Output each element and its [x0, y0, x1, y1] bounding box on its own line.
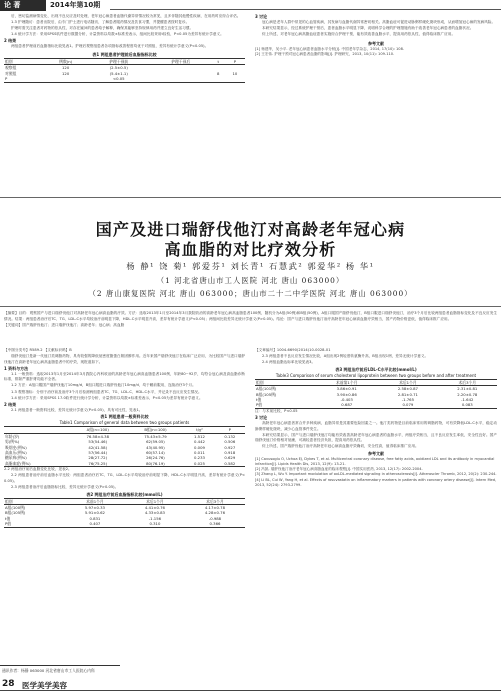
table-cell: 糖尿病(例%): [5, 455, 27, 461]
footnote-rule: [0, 665, 120, 666]
table2-caption: 表2 两组治疗前后血脂指标比较(mmol/L): [86, 491, 163, 497]
table-cell: 吸烟史(例%): [5, 444, 27, 450]
affiliation-1: （1 河北省唐山市工人医院 河北 唐山 063000）: [156, 276, 345, 285]
table-cell: 0.927: [224, 444, 236, 450]
table-cell: 53(54.46): [88, 439, 108, 445]
header-rule: [110, 9, 501, 10]
table-cell: 120: [62, 70, 70, 76]
section-tag: 论 著: [0, 0, 46, 11]
section-heading: 3 讨论: [255, 414, 268, 420]
table3-caption-en: Table3 Comparison of serum cholesterol lipoprotein between two groups before and after treatment: [275, 372, 477, 378]
article-title-block: [0, 197, 501, 307]
table-cell: 2.31±0.81: [457, 386, 478, 392]
table-cell: A组(100例): [5, 504, 26, 510]
table-cell: t值: [256, 397, 262, 402]
paragraph: 2.3 两组患者不良反应发生情况比较，A组出现2例轻度转氨酶升高，B组出现1例，差异无统计学意义。: [262, 354, 429, 359]
table-cell: A组(101例): [256, 386, 277, 392]
table-cell: 76(75.25): [88, 460, 108, 466]
title-rule-top: [0, 197, 501, 198]
table-cell: 年龄(岁): [5, 433, 20, 439]
paragraph: 1.3 护理随访：患者出院后，由专门护士进行电话随访，了解患者服药情况及饮食习惯，并提醒患者按时复诊。: [11, 20, 190, 25]
table-header-cell: t/χ²: [196, 427, 203, 433]
table-cell: 2.20±0.78: [457, 391, 478, 397]
table-cell: -0.403: [340, 397, 353, 402]
table-header-cell: t: [217, 58, 219, 64]
table-cell: [225, 76, 245, 82]
paragraph: 冠心病是老年人群中常见的心血管疾病，其发病与血脂代谢异常密切相关。高脂血症可促进动脉粥样硬化斑块形成，从而增加冠心病的发病风险。: [262, 20, 496, 24]
paragraph: 2.2 两组患者治疗前后血脂水平比较：两组患者治疗后TC、TG、LDL-C水平均较治疗前明显下降，HDL-C水平明显升高，差异有统计学意义(P<0.05)。: [4, 473, 245, 483]
paragraph: 1.2 方法：A组口服国产瑞舒伐他汀10mg/d，B组口服进口瑞舒伐他汀10mg/d，均于睡前服用，连续治疗3个月。: [11, 383, 196, 388]
table-cell: 0.079: [402, 402, 414, 408]
article-left-column: [4, 348, 245, 528]
table-cell: 2.58±0.87: [397, 386, 418, 392]
table-header-cell: 组别: [5, 58, 13, 64]
section-heading: 1 资料与方法: [4, 365, 29, 371]
prev-article-left-column: [4, 14, 245, 83]
table-row: [4, 521, 245, 527]
table-cell: 高血压(例%): [5, 449, 27, 455]
page-footer: [0, 665, 501, 697]
table-cell: [44, 76, 88, 82]
table-cell: 42(41.58): [88, 444, 108, 450]
table-cell: 0.687: [341, 402, 353, 408]
issue-label: 2014年第10期: [50, 1, 101, 9]
table-cell: 120: [62, 65, 70, 71]
paragraph: 综上所述，对老年冠心病高脂血症患者实施综合护理干预，能有效改善血脂水平，提高用药依从性，值得临床推广应用。: [262, 32, 456, 37]
paragraph: 1.4 统计学方法：采用SPSS 17.0软件进行统计学分析，计量资料以均数±标准差表示，P<0.05为差异有统计学意义。: [11, 395, 203, 400]
table-cell: 10: [232, 70, 238, 76]
table-cell: -1.765: [401, 397, 414, 402]
table-cell: 0.310: [149, 521, 161, 527]
table-cell: 76.58±4.38: [86, 433, 109, 439]
table3: [255, 379, 497, 409]
abstract-block: [4, 311, 497, 329]
table-cell: 5.97±0.33: [84, 504, 105, 510]
reference-item: [2] 冯凯. 瑞舒伐他汀治疗老年冠心病高脂血症的临床观察[J]. 中国实用医药, 2013, 12(17): 2002-2004.: [255, 467, 423, 472]
table-cell: 观察组: [5, 65, 17, 71]
table-header-cell: 术后1个月: [399, 379, 417, 385]
table-cell: P值: [256, 402, 263, 408]
table-header-cell: P: [233, 58, 237, 64]
table-row: [255, 402, 497, 408]
page-number: 28: [2, 679, 15, 689]
keywords: 【关键词】国产瑞舒伐他汀；进口瑞舒伐他汀；高龄老年；冠心病；高血脂: [4, 322, 125, 327]
abstract-text: 【摘要】目的：观察国产与进口瑞舒伐他汀对高龄老年冠心病高血脂的疗效。方法：选取2013年1月至2014年3月我院收治的高龄老年冠心病高血脂患者100例，随机分为A组(50例)和B组(50例)，A组口服国产瑞舒伐他汀，B组口服进口瑞舒伐他汀，治疗3个月后比较两组患者血脂指标变化及不良反应发生情况。结果：两组患者治疗后TC、TG、LDL-C水平均较治疗前明显下降，HDL-C水平明显升高，差异有统计学意义(P<0.05)；两组间比较差异无统计学意义(P>0.05)。结论：国产与进口瑞舒伐他汀治疗高龄老年冠心病高血脂疗效相当，国产药物价格更低，值得临床推广应用。: [4, 311, 497, 321]
table-cell: 0.366: [209, 521, 221, 527]
affiliation-2: （2 唐山康复医院 河北 唐山 063000；唐山市二十二中学医院 河北 唐山 063000）: [88, 289, 413, 298]
reference-item: [3] Zhang L, Wu Y. Important modulation of oxLDL-mediated signaling in atherosclerosis[J]. Atheroscler Thromb, 2012, 20(2): 230-244.: [255, 472, 497, 477]
table-header-cell: 术前1个月: [86, 498, 104, 504]
table-cell: 4.33±0.83: [144, 510, 165, 516]
paragraph: 两组患者护理前后血脂指标比较见表1。护理后观察组患者各项指标改善程度均优于对照组，差异有统计学意义(P<0.05)。: [11, 44, 209, 49]
table-row: [4, 76, 245, 82]
paragraph: 护理时需关注患者对药物的依从性，对存在疑问的患者给予解释，确保其能够坚持规律用药并建立良好生活习惯。: [11, 26, 194, 31]
table-header-cell: 术后1个月: [146, 498, 164, 504]
article-title-line1: 国产及进口瑞舒伐他汀对高龄老年冠心病: [95, 220, 406, 239]
table-cell: 0.407: [89, 521, 101, 527]
table-cell: 4.41±0.76: [144, 504, 165, 510]
paragraph: 后，密切监测病情变化、出现不良反应及时处理，老年冠心病患者血脂代谢异常情况较为常见，且多伴随其他慢性疾病，在用药时应综合评估。: [11, 14, 241, 18]
table-header-cell: 组别: [5, 498, 13, 504]
article-id: 【文章编号】1004-6690(2014)10-0028-01: [255, 348, 331, 352]
table1-caption: 表1 两组患者一般资料比较: [100, 414, 149, 420]
table-header-cell: 护理干预前: [109, 58, 129, 64]
section-heading: 2 结果: [4, 38, 17, 44]
table-header-cell: 护理干预后: [171, 58, 191, 64]
paragraph: 高龄老年冠心病患者常合并多种疾病，血脂异常是其重要危险因素之一。他汀类药物是目前临床常用的调脂药物，可有效降低LDL-C水平，稳定动脉粥样硬化斑块，减少心血管事件发生。: [255, 420, 497, 431]
table-cell: 3.86±0.91: [336, 386, 357, 392]
table-header-cell: 组别: [256, 379, 264, 385]
table-cell: P值: [5, 521, 12, 527]
table-header-cell: 术后3个月: [206, 498, 224, 504]
table-header-cell: A组(n=100): [86, 427, 109, 433]
paragraph: 1.3 观察指标：分别于治疗前及治疗3个月后检测两组患者TC、TG、LDL-C、HDL-C水平，并记录不良反应发生情况。: [11, 389, 202, 394]
paragraph: 本研究结果显示，经过系统护理干预后，患者血脂水平明显下降，说明科学合理的护理措施有助于改善老年冠心病患者的血脂状况。: [262, 26, 474, 31]
reference-item: [1] Cavusoglu O, Uchoa EJ, Dykes T, et al. Multicentral coronary disease, free fatty acids, oxidized LDL and its antibody in myocardial infarction[J]. Lipids Health Dis, 2013, 12(9): 13-21.: [255, 456, 495, 467]
table-header-cell: 术后3个月: [458, 379, 477, 385]
table-cell: t值: [5, 515, 11, 521]
footnote: 通讯作者：杨静 063000 河北省唐山市工人医院心内科: [2, 668, 95, 673]
table-cell: 28(27.72): [88, 455, 108, 461]
table-cell: 0.083: [461, 402, 473, 408]
table-cell: 0.442: [194, 439, 205, 445]
table1-caption-en: Table1 Comparison of general data between two groups patients: [59, 420, 190, 426]
paragraph: 瑞舒伐他汀是新一代他汀类调脂药物，具有较强的降低低密度脂蛋白胆固醇作用。近年来国产瑞舒伐他汀在临床广泛应用，为比较国产与进口瑞舒伐他汀在高龄老年冠心病高血脂患者中的疗效，现报道如下。: [4, 354, 245, 364]
classification-codes: 【中图分类号】R589.2 【文献标识码】B: [4, 348, 72, 352]
reference-item: [1] 杨建华，吴小平. 老年冠心病患者血脂水平分析[J]. 中国老年学杂志，2014, 17(10): 108.: [255, 46, 405, 51]
table-cell: (2.5±0.5): [109, 65, 128, 71]
table-cell: 0.233: [194, 455, 205, 461]
prev-article-right-column: [255, 14, 497, 57]
table-cell: <0.05: [112, 76, 125, 82]
table-cell: 3.90±0.86: [336, 391, 357, 397]
prev-table: [4, 58, 245, 83]
section-heading: 3 讨论: [255, 14, 268, 19]
table-cell: 0.831: [89, 515, 101, 521]
author-list: 杨 静¹ 饶 菊¹ 郭爱芬¹ 刘长青¹ 石慧武² 郭爱华² 杨 华¹: [126, 261, 375, 271]
table-cell: -1.642: [461, 397, 474, 402]
table-cell: 8: [217, 70, 220, 76]
section-heading: 2 结果: [4, 401, 17, 407]
table-cell: (5.4±1.1): [109, 70, 128, 76]
table1: [4, 426, 245, 467]
table-cell: B组(105例): [256, 391, 277, 397]
paragraph: 2.1 两组患者一般资料比较，差异无统计学意义(P>0.05)，具有可比性，见表1。: [11, 407, 143, 412]
table-cell: 2.81±0.71: [397, 391, 418, 397]
table-cell: 57(56.44): [88, 449, 108, 455]
table-cell: 0.011: [194, 449, 205, 455]
running-header: [0, 0, 501, 11]
footer-rule: [0, 690, 501, 691]
table-cell: 4.28±0.76: [204, 510, 226, 516]
table-cell: 4.17±0.78: [204, 504, 226, 510]
table-header-cell: 例数(n): [59, 58, 73, 64]
article-title-line2: 高血脂的对比疗效分析: [164, 240, 337, 259]
paragraph: 2.3 两组患者治疗后血脂指标比较，差异无统计学意义(P>0.05)。: [11, 484, 119, 489]
article-right-column: [255, 348, 497, 488]
references-heading: 参考文献: [368, 450, 384, 456]
table-cell: 60(57.14): [146, 449, 165, 455]
table-cell: [212, 76, 225, 82]
table-cell: -1.156: [148, 515, 162, 521]
reference-item: [4] Li BL, Cui W, Yang H, et al. Effects of rosuvastatin on inflammatory markers in patients with coronary artery disease[J]. Intern Med, 2013, 52(24): 2793-2799.: [255, 477, 497, 487]
paragraph: 综上所述，国产瑞舒伐他汀治疗高龄老年冠心病高血脂疗效确切，安全性高，值得临床推广应用。: [262, 444, 419, 449]
table-cell: 75.43±5.79: [144, 433, 167, 439]
table3-caption: 表3 两组治疗前后LDL-C水平比较(mmol/L): [335, 366, 417, 372]
title-rule-bottom: [0, 306, 501, 307]
table-cell: 对照组: [5, 70, 17, 76]
reference-item: [2] 王宏伟. 护理干预对冠心病患者血脂的影响[J]. 护理研究，2013, 10(11): 109-110.: [255, 51, 395, 56]
table-cell: B组(105例): [5, 510, 26, 516]
paragraph: 2.4 两组血脂达标率比较见表3。: [262, 360, 316, 365]
paragraph: 1.1 一般资料：选取2013年1月至2014年3月我院心内科收治的高龄老年冠心病高血脂患者100例，年龄80~92岁，均符合冠心病及高血脂诊断标准，排除严重肝肾功能不全者。: [4, 371, 245, 382]
table-cell: 26(24.76): [146, 455, 165, 461]
table-cell: 43(40.95): [146, 444, 165, 450]
table-cell: 0.918: [224, 449, 236, 455]
table-cell: 62(59.05): [146, 439, 165, 445]
table-cell: 高脂血症(例%): [5, 460, 31, 466]
table-cell: 0.025: [194, 460, 205, 466]
table3-note: 注：与术前比较，P<0.05: [255, 408, 298, 413]
table-cell: 0.506: [224, 439, 236, 445]
table-header-cell: 术前第1个月: [336, 379, 358, 385]
table-cell: 0.629: [224, 455, 236, 461]
table-cell: 0.582: [224, 460, 236, 466]
journal-name: 医学美学美容: [22, 681, 67, 690]
table-cell: 0.132: [224, 433, 236, 439]
references-heading: 参考文献: [368, 40, 384, 46]
table-cell: [150, 76, 212, 82]
table-cell: 1.512: [194, 433, 205, 439]
table-caption: 表1 两组患者护理前后血脂指标比较: [92, 51, 157, 57]
table-cell: 男(例%): [5, 439, 20, 445]
paragraph: 1.4 统计学方法：采用SPSS软件进行数据分析，计量资料以均数±标准差表示，组间比较采用t检验，P<0.05为差异有统计学意义。: [11, 32, 224, 37]
table1-note: 2.2 两组治疗前后血脂变化比较，见表2。: [4, 467, 72, 472]
paragraph: 本研究结果显示，国产与进口瑞舒伐他汀均能有效改善高龄老年冠心病患者的血脂水平，两组疗效相当，且不良反应发生率低，安全性良好。国产瑞舒伐他汀价格相对低廉，可减轻患者经济负担，提高用药依从性。: [255, 432, 497, 443]
table-header-cell: P: [228, 427, 231, 433]
table-row: [4, 461, 245, 467]
table-cell: 0.009: [194, 444, 205, 450]
table-cell: 5.91±0.62: [84, 510, 105, 516]
table-cell: -0.988: [208, 515, 222, 521]
table2: [4, 498, 245, 528]
table-header-cell: B组(n=100): [144, 427, 167, 433]
table-cell: 80(76.19): [146, 460, 165, 466]
table-cell: P: [5, 76, 8, 82]
